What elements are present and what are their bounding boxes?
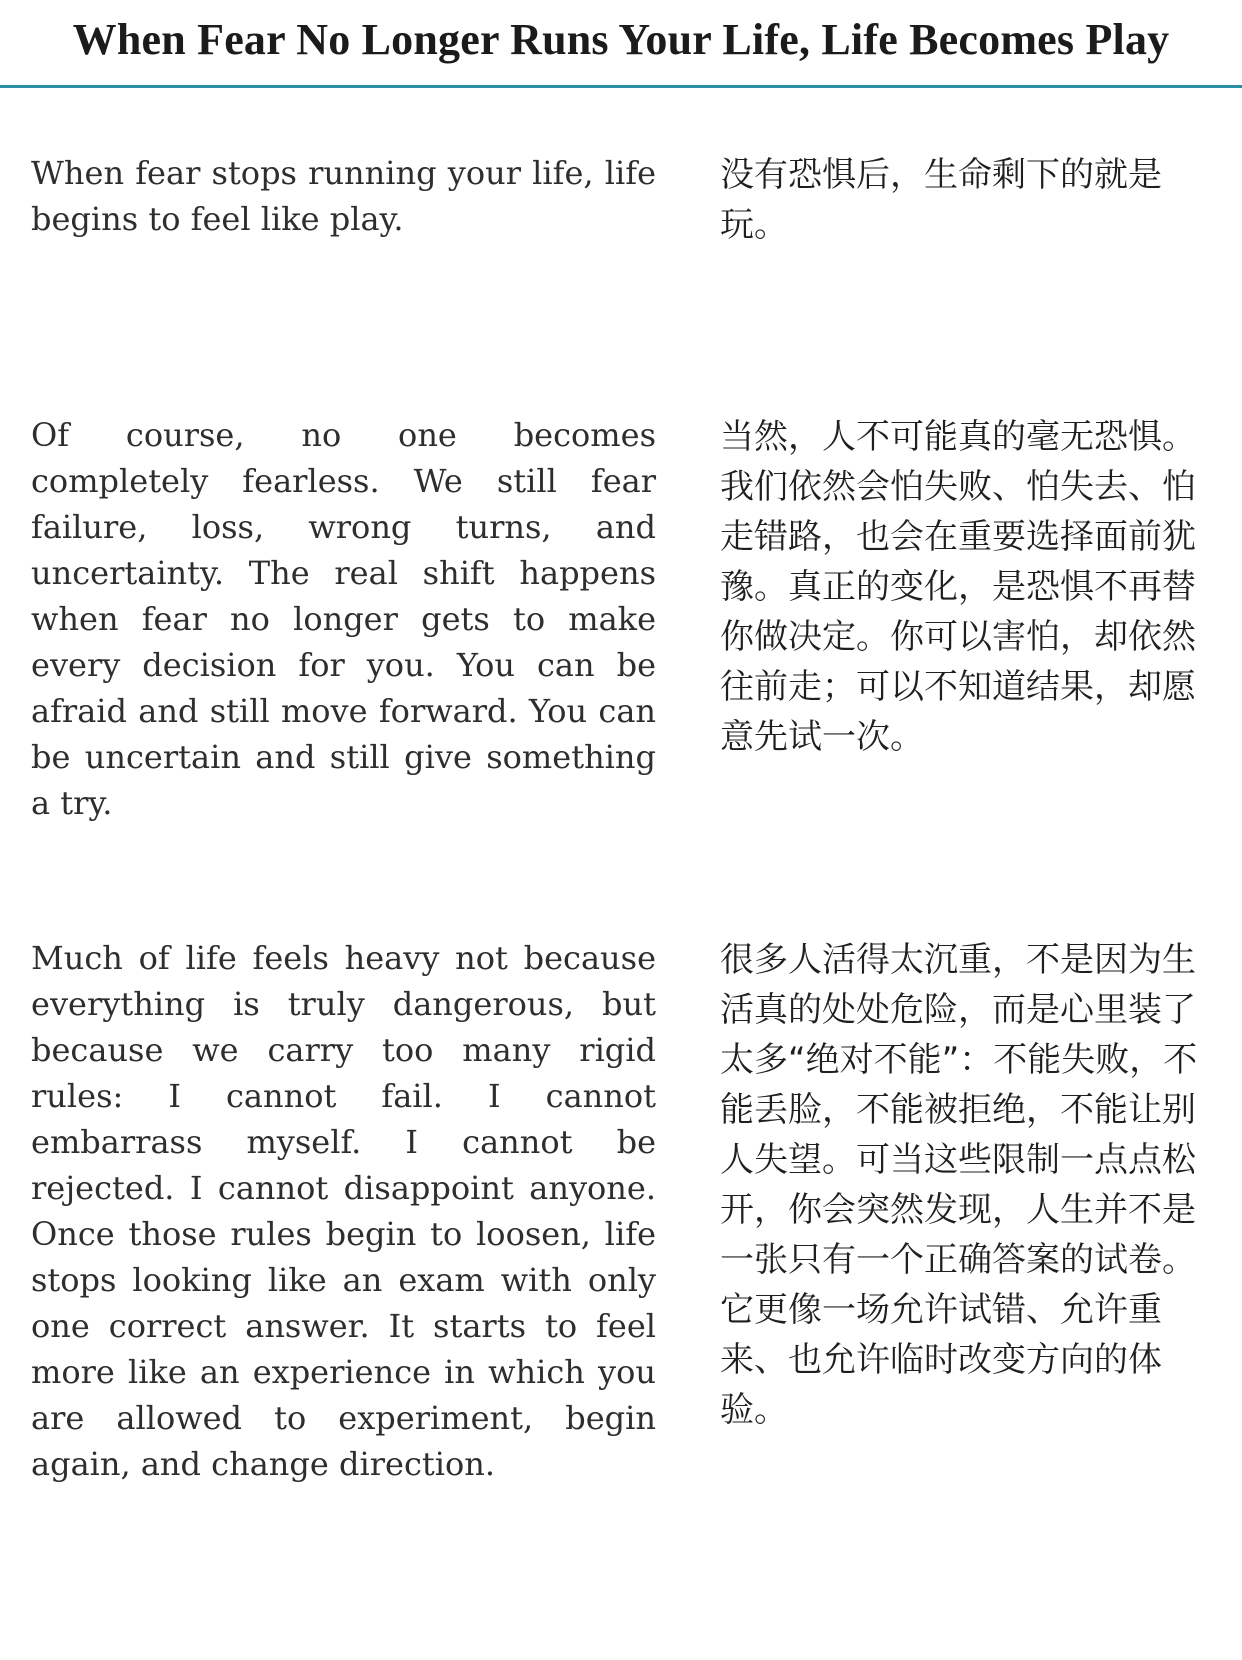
english-paragraph-3: Much of life feels heavy not because everything is truly dangerous, but because we carry too many rigid rules: I cannot fail. I cannot embarrass myself. I cannot be rejected. I cannot disappoint anyone. Once those rules begin to loosen, life stops looking like an exam with only one correct answer. It starts to feel more like an experience in which you are allowed to experiment, begin again, and change direction. bbox=[31, 939, 656, 1483]
header-bar bbox=[0, 0, 1242, 88]
english-paragraph-2: Of course, no one becomes completely fearless. We still fear failure, loss, wrong turns, and uncertainty. The real shift happens when fear no longer gets to make every decision for you. You can be afraid and still move forward. You can be uncertain and still give something a try. bbox=[31, 416, 656, 822]
chinese-paragraph-1: 没有恐惧后，生命剩下的就是玩。 bbox=[720, 155, 1162, 245]
chinese-paragraph-2: 当然，人不可能真的毫无恐惧。我们依然会怕失败、怕失去、怕走错路，也会在重要选择面前犹豫。真正的变化，是恐惧不再替你做决定。你可以害怕，却依然往前走；可以不知道结果，却愿意先试一次。 bbox=[720, 417, 1196, 757]
english-paragraph-1: When fear stops running your life, life begins to feel like play. bbox=[31, 154, 656, 238]
page-title: When Fear No Longer Runs Your Life, Life Becomes Play bbox=[72, 15, 1170, 64]
chinese-paragraph-3: 很多人活得太沉重，不是因为生活真的处处危险，而是心里装了太多“绝对不能”：不能失败，不能丢脸，不能被拒绝，不能让别人失望。可当这些限制一点点松开，你会突然发现，人生并不是一张只有一个正确答案的试卷。它更像一场允许试错、允许重来、也允许临时改变方向的体验。 bbox=[720, 940, 1198, 1430]
